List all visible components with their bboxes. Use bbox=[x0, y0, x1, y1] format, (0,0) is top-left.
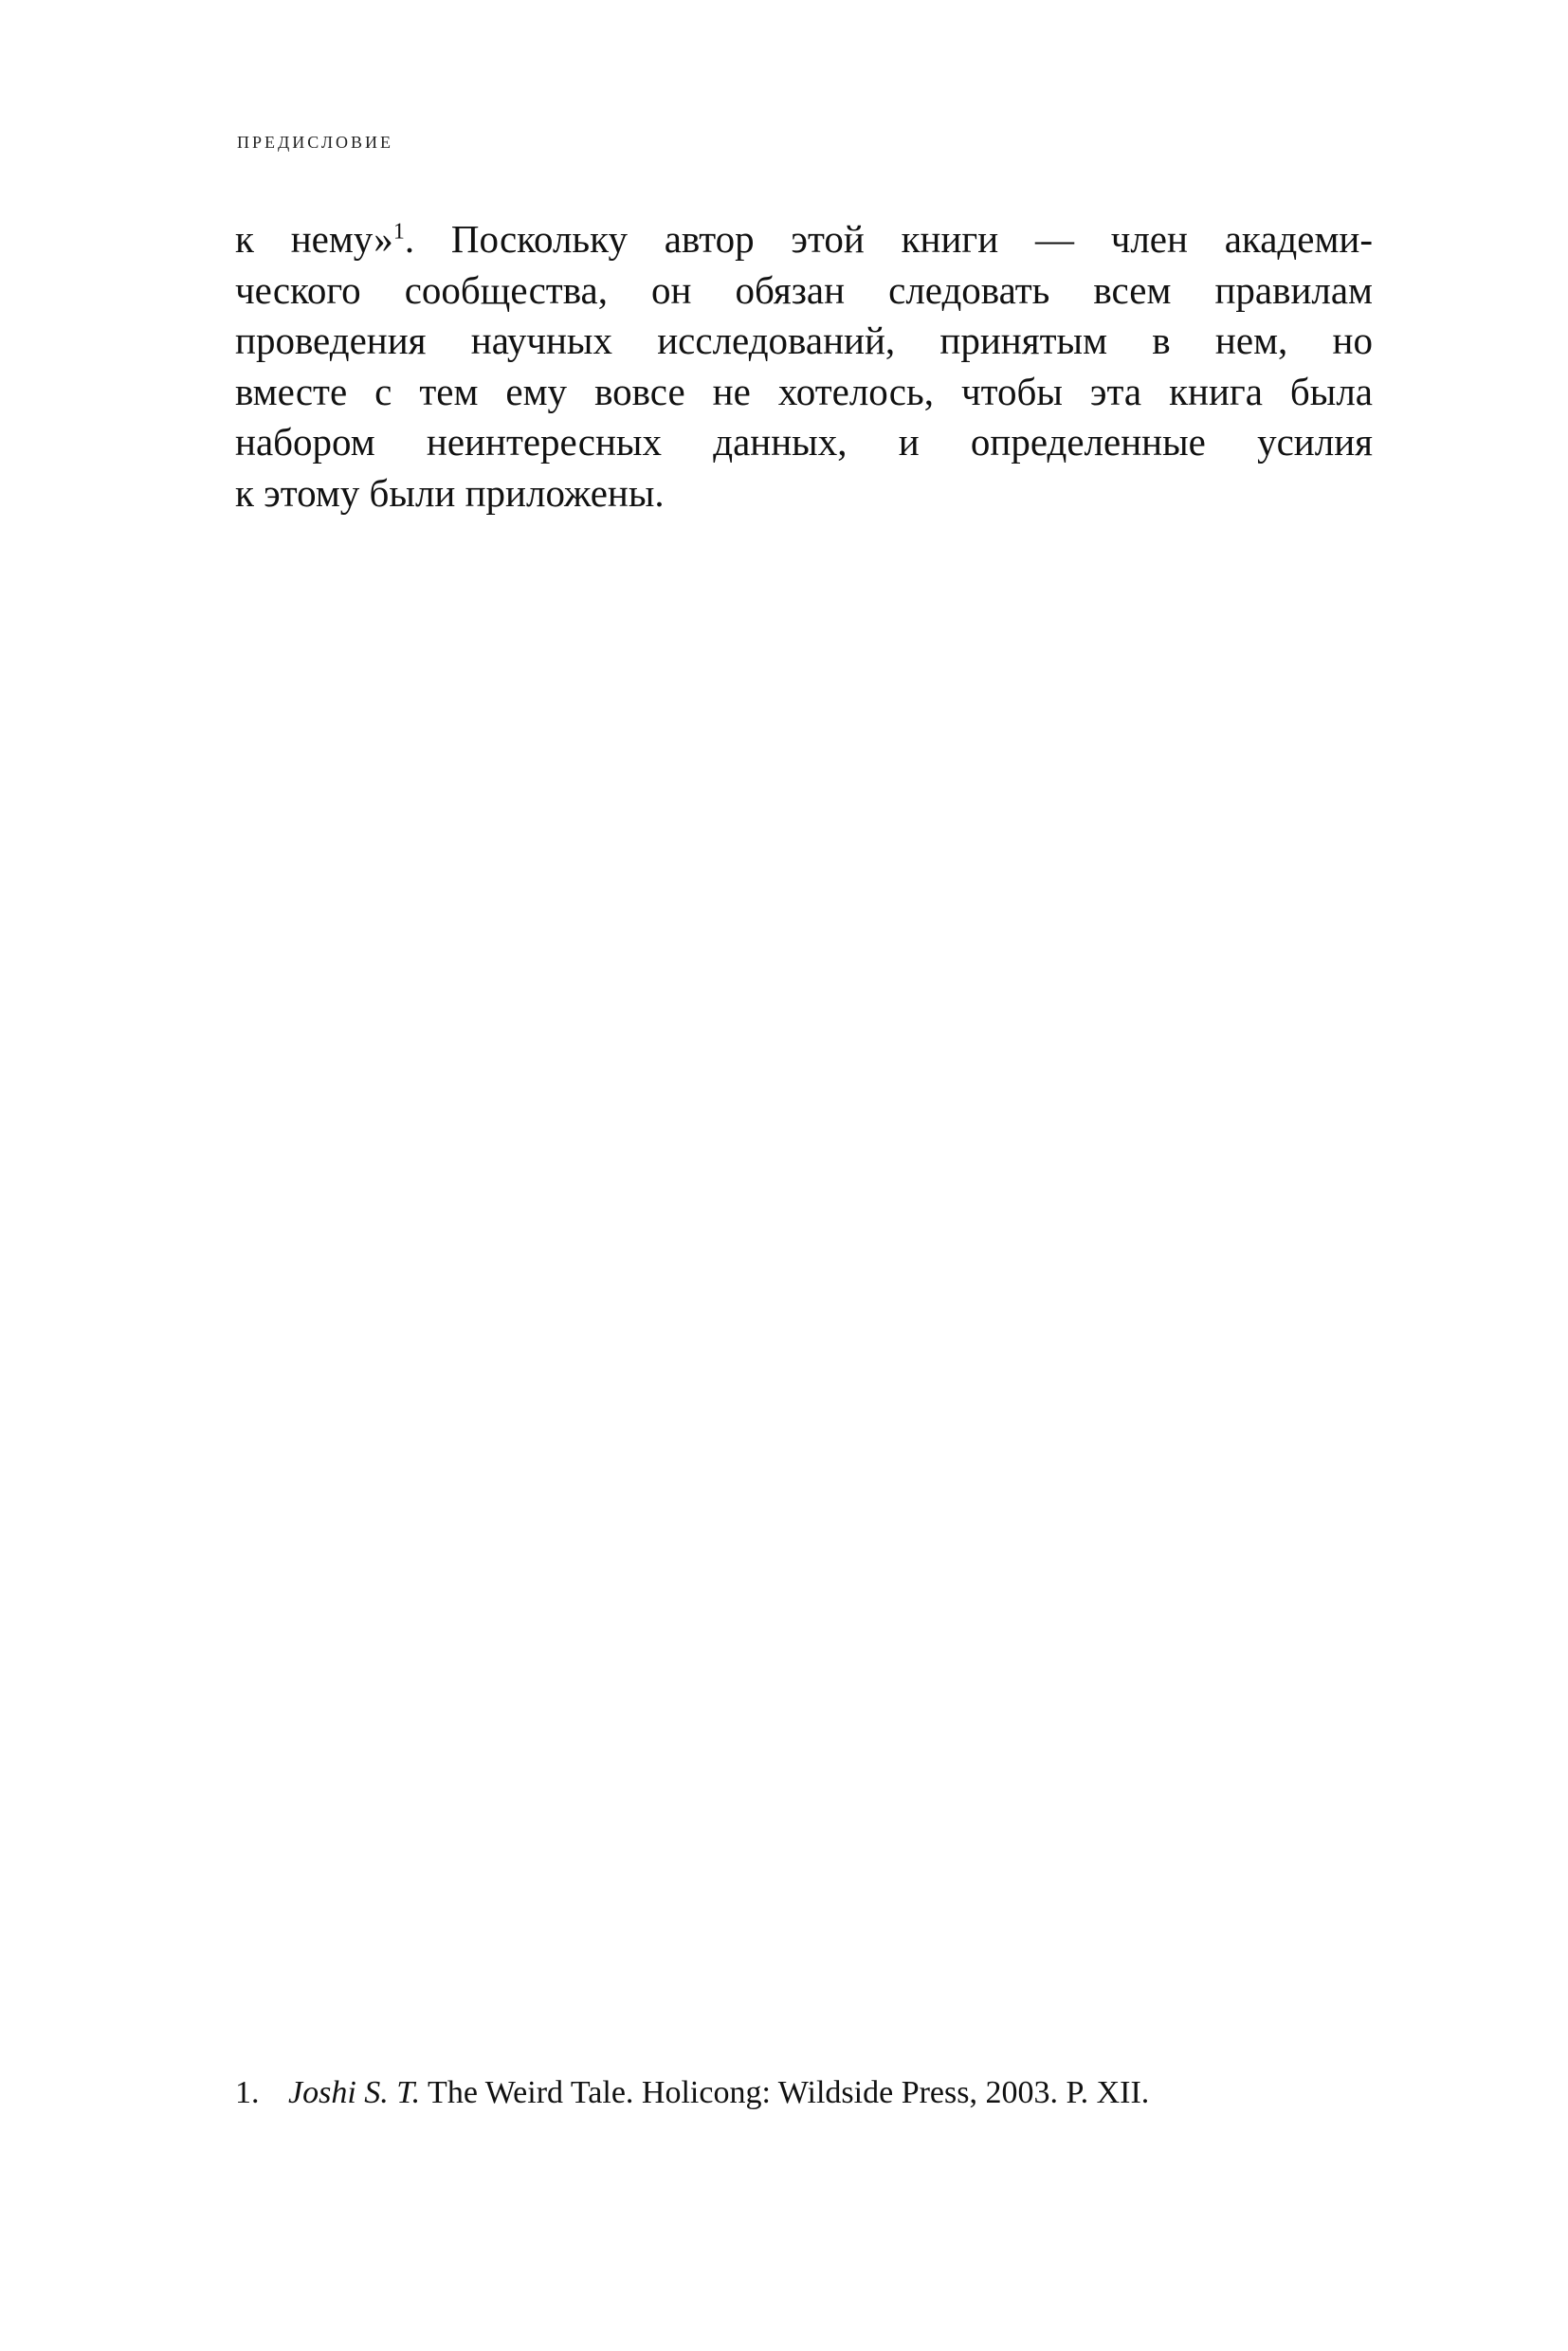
footnote-number: 1. bbox=[235, 2075, 260, 2110]
text-segment: . Поскольку автор этой книги — член академи- bbox=[404, 217, 1373, 261]
text-segment: к нему» bbox=[235, 217, 393, 261]
text-line: ческого сообщества, он обязан следовать всем правилам bbox=[235, 267, 1373, 312]
text-line: к этому были приложены. bbox=[235, 470, 665, 515]
text-line: вместе с тем ему вовсе не хотелось, чтобы эта книга была bbox=[235, 369, 1373, 413]
text-line bbox=[235, 214, 1373, 265]
footnote-author: Joshi S. T. bbox=[288, 2075, 421, 2110]
footnote-reference[interactable]: 1 bbox=[392, 219, 405, 245]
footnote-text: The Weird Tale. Holicong: Wildside Press, 2003. P. XII. bbox=[428, 2075, 1150, 2110]
body-paragraph bbox=[235, 214, 1373, 519]
footnote bbox=[235, 2074, 1149, 2112]
text-line: набором неинтересных данных, и определенные усилия bbox=[235, 420, 1373, 465]
running-head: ПРЕДИСЛОВИЕ bbox=[237, 133, 394, 152]
text-line: проведения научных исследований, принятым в нем, но bbox=[235, 319, 1373, 363]
